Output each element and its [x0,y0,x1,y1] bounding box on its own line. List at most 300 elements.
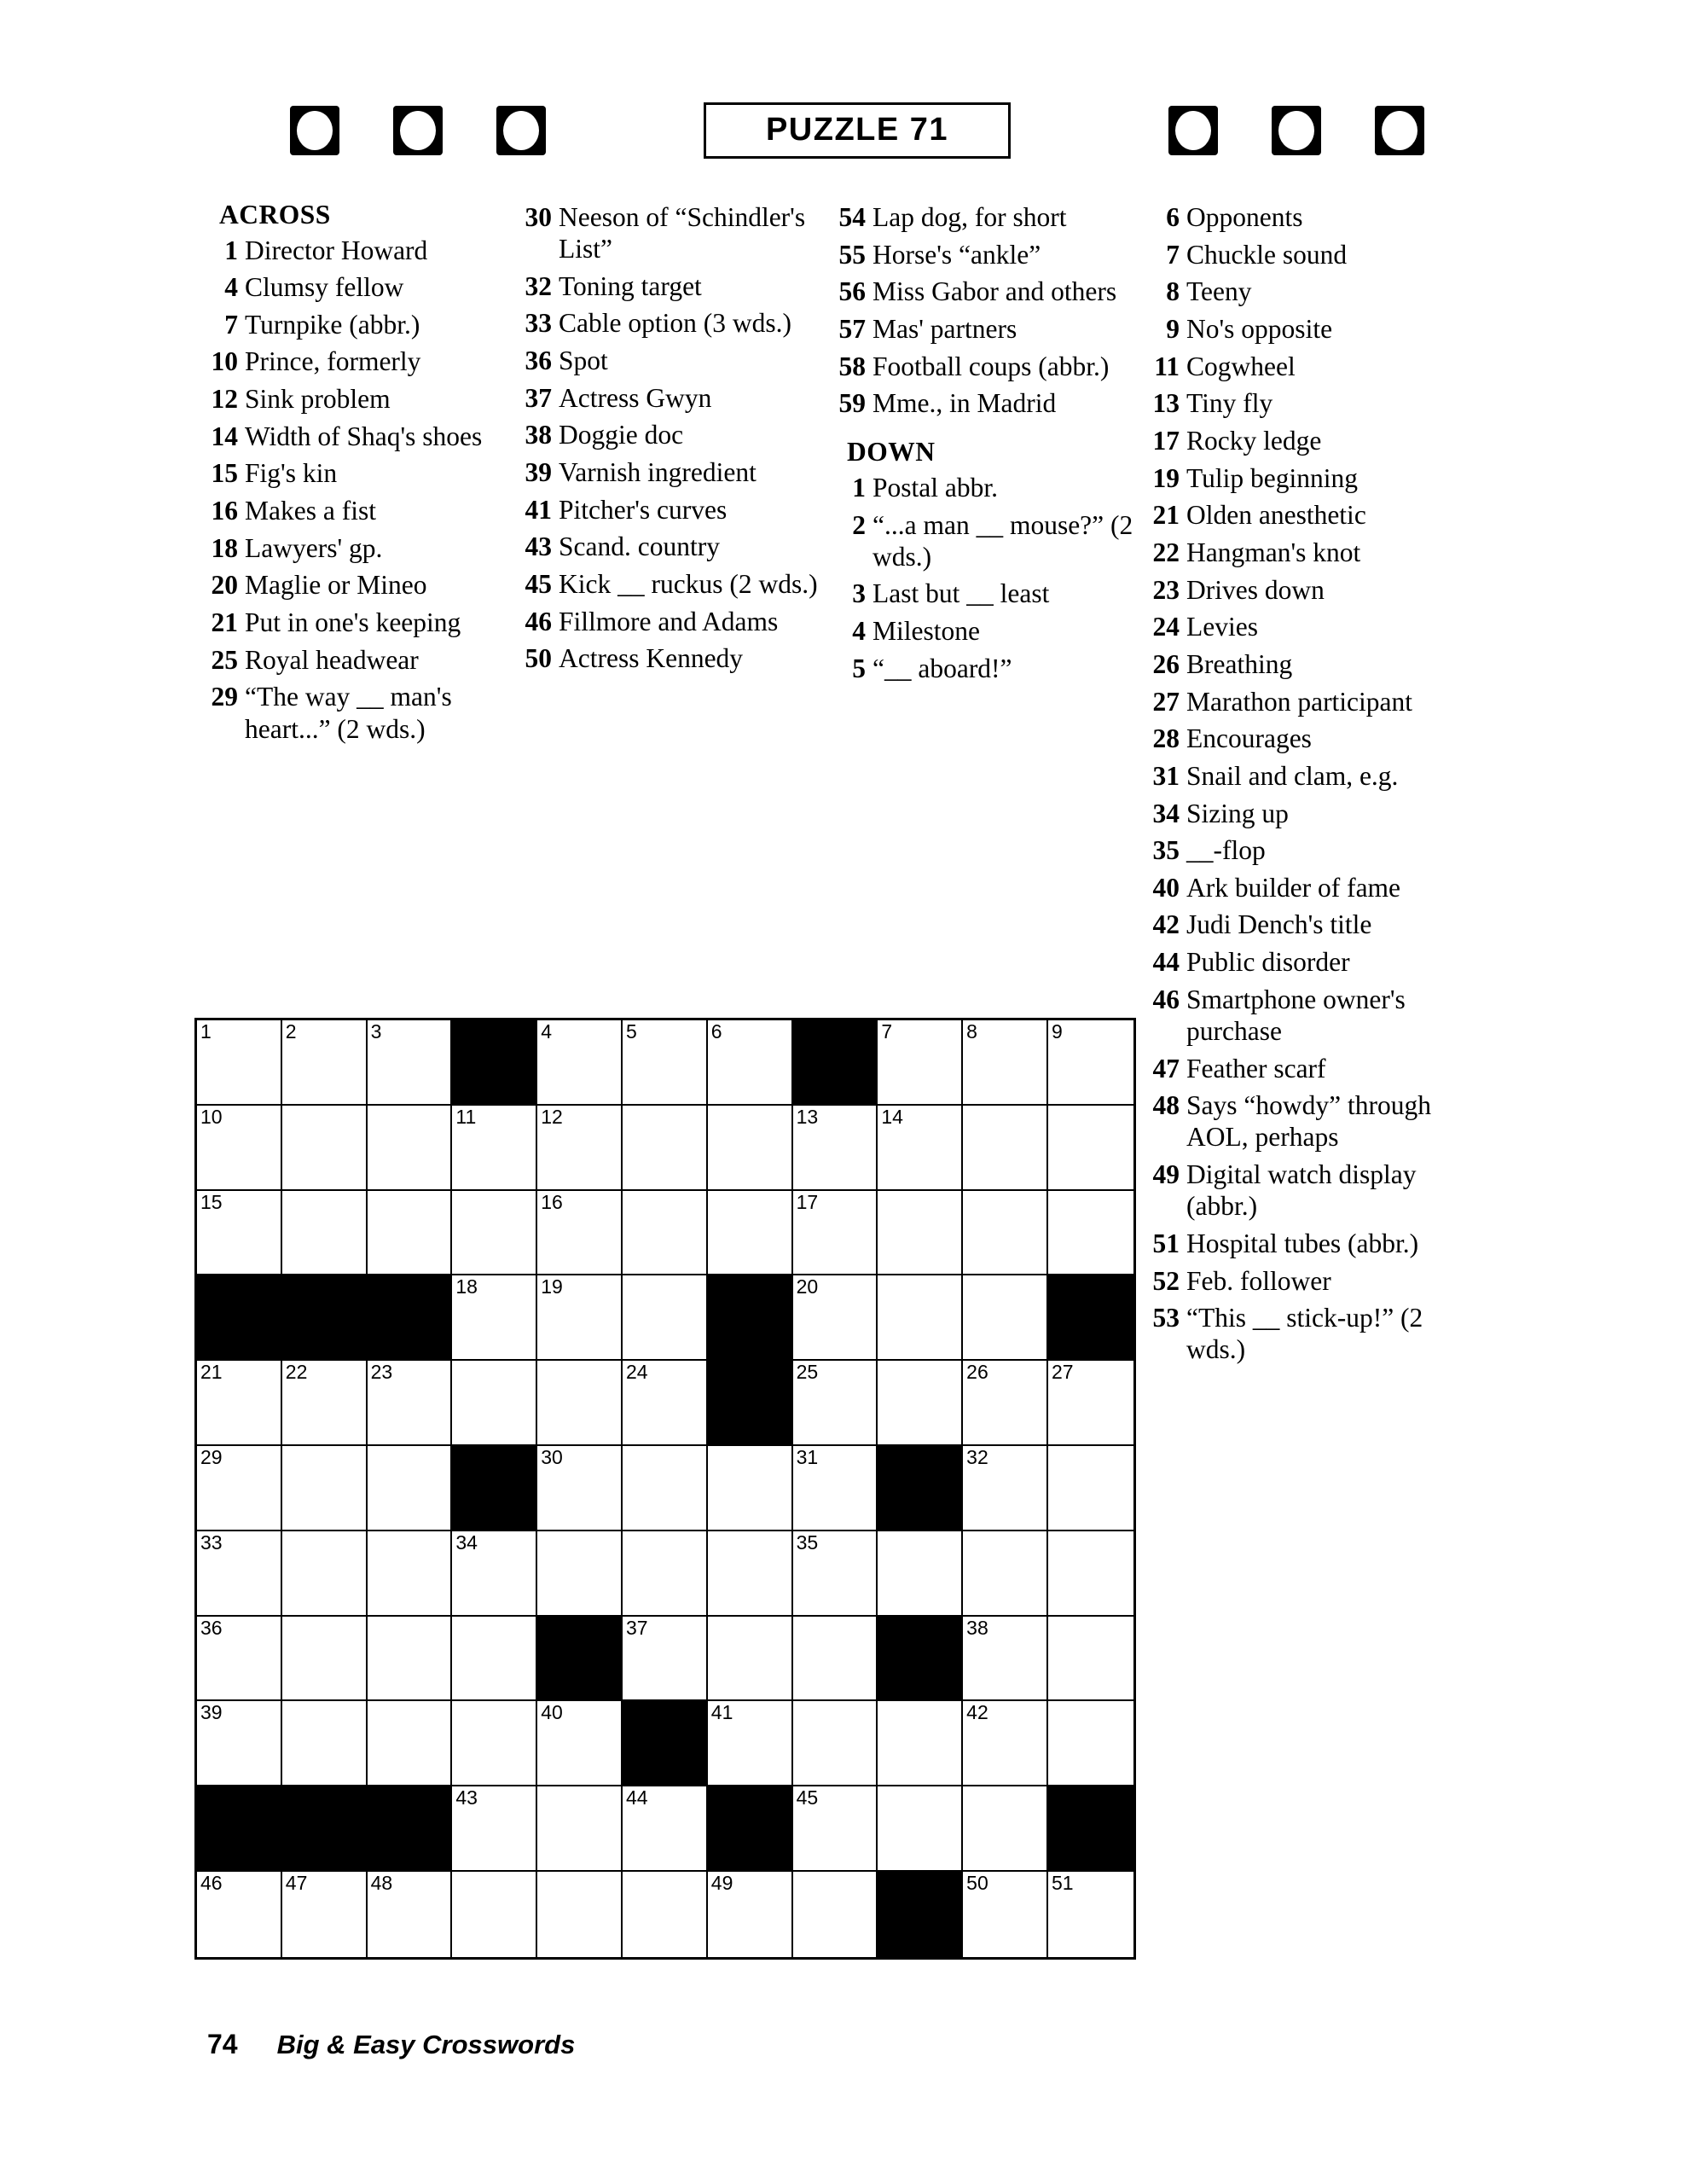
clue-text: Cogwheel [1186,351,1296,381]
clue-number: 29 [211,682,238,712]
clue-number: 18 [211,532,238,563]
clue-number: 46 [525,606,552,636]
clue-across-36 [521,345,823,376]
grid-cell[interactable] [878,1275,963,1361]
grid-cell[interactable] [878,1786,963,1872]
grid-block [1048,1786,1133,1872]
clue-down-27 [1149,686,1449,717]
across-heading: ACROSS [219,200,331,229]
grid-block [708,1361,793,1446]
grid-block [368,1275,453,1361]
grid-cell[interactable] [368,1020,453,1106]
grid-cell-number: 43 [455,1786,478,1809]
grid-cell[interactable] [1048,1872,1133,1957]
grid-cell[interactable] [963,1106,1048,1191]
grid-cell[interactable] [1048,1531,1133,1617]
clue-number: 3 [852,578,866,609]
clue-text: Olden anesthetic [1186,500,1366,531]
grid-block [282,1786,368,1872]
grid-block [878,1872,963,1957]
clue-across-54 [835,201,1137,233]
clue-text: Maglie or Mineo [245,570,427,601]
clue-number: 28 [1152,723,1180,754]
grid-cell[interactable] [537,1191,623,1276]
grid-cell-number: 7 [881,1020,893,1043]
crossword-grid[interactable] [194,1018,1136,1960]
grid-cell-number: 44 [625,1786,648,1809]
clue-text: Neeson of “Schindler's List” [559,202,806,264]
grid-cell[interactable] [963,1446,1048,1531]
clue-down-46 [1149,984,1449,1047]
clue-text: Feb. follower [1186,1265,1331,1296]
grid-cell[interactable] [282,1361,368,1446]
grid-cell-number: 45 [796,1786,819,1809]
clue-number: 42 [1152,909,1180,940]
clue-text: Director Howard [245,235,428,265]
grid-cell[interactable] [537,1872,623,1957]
clue-text: Makes a fist [245,496,376,526]
grid-cell[interactable] [623,1617,708,1702]
clue-number: 41 [525,494,552,525]
clue-number: 31 [1152,760,1180,791]
circle-icon [496,106,546,155]
grid-cell-number: 16 [541,1190,563,1213]
clue-number: 21 [211,607,238,638]
grid-cell[interactable] [282,1020,368,1106]
clue-number: 30 [525,202,552,232]
grid-cell[interactable] [708,1701,793,1786]
grid-cell[interactable] [197,1617,282,1702]
grid-cell[interactable] [1048,1191,1133,1276]
clue-text: Ark builder of fame [1186,872,1401,903]
clue-across-29 [207,681,509,744]
clue-down-13 [1149,387,1449,419]
grid-cell[interactable] [197,1106,282,1191]
clue-number: 53 [1152,1303,1180,1333]
clue-text: Breathing [1186,648,1293,679]
clue-number: 52 [1152,1265,1180,1296]
grid-cell[interactable] [1048,1701,1133,1786]
grid-cell-number: 10 [200,1105,223,1128]
grid-cell-number: 49 [710,1871,733,1894]
grid-cell[interactable] [282,1617,368,1702]
grid-cell[interactable] [537,1786,623,1872]
grid-cell-number: 14 [881,1105,903,1128]
circle-icon [393,106,443,155]
grid-cell[interactable] [623,1106,708,1191]
grid-block [623,1701,708,1786]
clue-text: Says “howdy” through AOL, perhaps [1186,1090,1431,1153]
grid-cell[interactable] [368,1872,453,1957]
clue-down-1 [835,472,1137,503]
clue-number: 43 [525,531,552,562]
clue-down-35 [1149,834,1449,866]
clue-down-53 [1149,1302,1449,1365]
grid-cell[interactable] [197,1191,282,1276]
grid-cell[interactable] [1048,1361,1133,1446]
grid-cell[interactable] [878,1191,963,1276]
clue-number: 45 [525,569,552,600]
clue-number: 12 [211,384,238,415]
grid-cell-number: 1 [200,1020,212,1043]
grid-cell[interactable] [793,1872,878,1957]
clue-text: Teeny [1186,276,1252,307]
clue-down-40 [1149,872,1449,903]
clue-list-down-part1 [835,472,1137,684]
clue-across-46 [521,606,823,637]
clue-column-4 [1149,201,1461,1371]
grid-block [368,1786,453,1872]
clue-text: Levies [1186,612,1258,642]
clue-number: 50 [525,643,552,674]
clue-number: 17 [1152,425,1180,456]
clue-text: Spot [559,346,608,376]
grid-cell-number: 26 [966,1361,988,1384]
clue-down-21 [1149,499,1449,531]
grid-cell[interactable] [197,1361,282,1446]
clue-text: Chuckle sound [1186,239,1348,270]
grid-cell[interactable] [623,1531,708,1617]
grid-cell[interactable] [452,1106,537,1191]
grid-cell[interactable] [282,1446,368,1531]
clue-across-16 [207,495,509,526]
grid-cell[interactable] [963,1617,1048,1702]
grid-cell-number: 33 [200,1531,223,1554]
grid-cell[interactable] [963,1531,1048,1617]
clue-across-39 [521,456,823,488]
clue-across-38 [521,419,823,450]
clue-across-41 [521,494,823,526]
clue-text: Kick __ ruckus (2 wds.) [559,569,818,600]
clue-text: Royal headwear [245,644,419,675]
page-number: 74 [207,2029,238,2059]
grid-cell[interactable] [368,1191,453,1276]
clue-number: 32 [525,270,552,301]
grid-cell[interactable] [368,1446,453,1531]
grid-cell-number: 12 [541,1105,563,1128]
clue-text: “__ aboard!” [872,653,1012,683]
grid-cell[interactable] [878,1531,963,1617]
clue-list-across-part2 [521,201,823,675]
clue-text: Clumsy fellow [245,272,404,303]
grid-cell[interactable] [708,1191,793,1276]
clue-across-7 [207,309,509,340]
clue-number: 6 [1166,202,1180,232]
grid-cell-number: 31 [796,1445,819,1468]
clue-list-across-part1 [207,235,509,745]
grid-cell-number: 6 [710,1020,722,1043]
grid-cell[interactable] [878,1020,963,1106]
grid-cell-number: 30 [541,1445,563,1468]
grid-cell-number: 38 [966,1616,988,1639]
grid-cell[interactable] [282,1701,368,1786]
clue-text: Sizing up [1186,798,1289,828]
clue-text: Pitcher's curves [559,494,728,525]
clue-down-8 [1149,276,1449,307]
book-title: Big & Easy Crosswords [276,2030,576,2059]
grid-block [537,1617,623,1702]
grid-cell-number: 11 [455,1105,477,1128]
clue-across-30 [521,201,823,264]
grid-cell-number: 27 [1051,1361,1074,1384]
grid-cell[interactable] [708,1617,793,1702]
grid-cell[interactable] [1048,1617,1133,1702]
clue-number: 57 [838,313,866,344]
clue-text: Mme., in Madrid [872,388,1057,419]
clue-down-5 [835,653,1137,684]
grid-cell[interactable] [793,1106,878,1191]
clue-number: 59 [838,388,866,419]
grid-cell[interactable] [452,1786,537,1872]
clue-number: 4 [852,616,866,647]
grid-cell[interactable] [623,1872,708,1957]
header-dots-left [290,106,546,155]
grid-cell[interactable] [197,1446,282,1531]
grid-block [197,1786,282,1872]
grid-cell[interactable] [452,1701,537,1786]
grid-cell[interactable] [878,1361,963,1446]
grid-cell[interactable] [197,1020,282,1106]
grid-cell[interactable] [793,1786,878,1872]
clue-text: Milestone [872,616,980,647]
clue-text: Actress Gwyn [559,382,712,413]
clue-text: __-flop [1186,835,1266,866]
header-dots-right [1168,106,1424,155]
grid-cell-number: 36 [200,1616,223,1639]
clue-text: Horse's “ankle” [872,239,1041,270]
grid-cell[interactable] [452,1872,537,1957]
clue-number: 7 [1166,239,1180,270]
clue-number: 21 [1152,500,1180,531]
page-title: PUZZLE 71 [704,102,1011,159]
grid-cell[interactable] [623,1020,708,1106]
grid-cell-number: 22 [285,1361,308,1384]
grid-cell[interactable] [368,1361,453,1446]
clue-across-10 [207,346,509,377]
grid-cell[interactable] [537,1361,623,1446]
grid-cell[interactable] [197,1531,282,1617]
grid-cell[interactable] [452,1531,537,1617]
clue-number: 26 [1152,648,1180,679]
clue-across-57 [835,313,1137,345]
clue-down-44 [1149,946,1449,978]
grid-cell[interactable] [282,1191,368,1276]
grid-cell[interactable] [793,1361,878,1446]
grid-cell[interactable] [537,1701,623,1786]
grid-block [452,1020,537,1106]
grid-cell[interactable] [878,1701,963,1786]
grid-cell[interactable] [793,1191,878,1276]
grid-cell-number: 20 [796,1275,819,1298]
clue-across-1 [207,235,509,266]
grid-cell-number: 23 [370,1361,393,1384]
grid-cell-number: 19 [541,1275,563,1298]
clue-text: Lawyers' gp. [245,532,383,563]
grid-cell[interactable] [793,1446,878,1531]
clue-text: Mas' partners [872,313,1017,344]
clue-text: Lap dog, for short [872,202,1067,232]
grid-cell[interactable] [537,1020,623,1106]
grid-cell[interactable] [623,1191,708,1276]
clue-down-19 [1149,462,1449,494]
clue-number: 49 [1152,1159,1180,1190]
grid-cell-number: 13 [796,1105,819,1128]
clue-number: 51 [1152,1228,1180,1258]
clue-text: Marathon participant [1186,686,1413,717]
grid-cell-number: 40 [541,1701,563,1724]
grid-cell[interactable] [368,1701,453,1786]
grid-cell[interactable] [368,1531,453,1617]
clue-number: 24 [1152,612,1180,642]
grid-cell[interactable] [708,1531,793,1617]
clue-down-42 [1149,909,1449,940]
grid-cell[interactable] [963,1786,1048,1872]
clue-across-59 [835,387,1137,419]
clue-text: Judi Dench's title [1186,909,1372,940]
clue-across-37 [521,382,823,414]
clue-text: Tiny fly [1186,388,1273,419]
grid-cell[interactable] [793,1275,878,1361]
clue-text: “This __ stick-up!” (2 wds.) [1186,1303,1423,1365]
grid-cell[interactable] [537,1275,623,1361]
grid-cell[interactable] [708,1446,793,1531]
clue-number: 16 [211,496,238,526]
clue-across-20 [207,569,509,601]
clue-number: 23 [1152,574,1180,605]
grid-cell[interactable] [623,1786,708,1872]
clue-down-48 [1149,1089,1449,1153]
grid-cell[interactable] [197,1872,282,1957]
grid-cell[interactable] [623,1446,708,1531]
clue-number: 20 [211,570,238,601]
grid-block [878,1446,963,1531]
clue-text: Sink problem [245,384,391,415]
grid-cell[interactable] [708,1020,793,1106]
page-header [290,92,1424,169]
grid-cell[interactable] [963,1275,1048,1361]
grid-cell-number: 9 [1051,1020,1063,1043]
clue-down-47 [1149,1053,1449,1084]
clue-text: Fillmore and Adams [559,606,779,636]
grid-cell[interactable] [282,1106,368,1191]
grid-block [878,1617,963,1702]
clue-across-56 [835,276,1137,307]
grid-cell[interactable] [963,1872,1048,1957]
grid-cell[interactable] [793,1701,878,1786]
grid-cell[interactable] [1048,1446,1133,1531]
grid-cell[interactable] [1048,1020,1133,1106]
clue-number: 22 [1152,537,1180,567]
grid-cell[interactable] [537,1446,623,1531]
grid-cell-number: 32 [966,1445,988,1468]
clue-across-50 [521,642,823,674]
clue-number: 1 [224,235,238,265]
down-heading: DOWN [847,437,936,468]
clue-number: 39 [525,457,552,488]
grid-cell-number: 24 [625,1361,648,1384]
clue-across-58 [835,351,1137,382]
grid-cell-number: 46 [200,1871,223,1894]
clue-number: 19 [1152,462,1180,493]
grid-cell[interactable] [368,1106,453,1191]
grid-cell[interactable] [1048,1106,1133,1191]
clue-across-14 [207,421,509,452]
circle-icon [1168,106,1218,155]
grid-cell[interactable] [963,1191,1048,1276]
clue-number: 35 [1152,835,1180,866]
clue-number: 56 [838,276,866,307]
clue-text: Prince, formerly [245,346,421,377]
grid-cell[interactable] [963,1020,1048,1106]
clue-number: 7 [224,309,238,340]
grid-cell[interactable] [282,1872,368,1957]
clue-number: 40 [1152,872,1180,903]
grid-cell[interactable] [368,1617,453,1702]
grid-cell-number: 51 [1051,1871,1074,1894]
clue-text: Digital watch display (abbr.) [1186,1159,1417,1222]
grid-cell[interactable] [452,1361,537,1446]
grid-block [1048,1275,1133,1361]
grid-block [282,1275,368,1361]
clue-down-34 [1149,798,1449,829]
grid-cell[interactable] [537,1531,623,1617]
clue-down-2 [835,509,1137,572]
grid-cell[interactable] [878,1106,963,1191]
grid-cell[interactable] [963,1701,1048,1786]
clue-across-33 [521,307,823,339]
clue-number: 38 [525,420,552,450]
grid-cell[interactable] [452,1191,537,1276]
grid-cell[interactable] [623,1361,708,1446]
clue-across-32 [521,270,823,302]
clue-number: 15 [211,458,238,489]
clue-text: Hangman's knot [1186,537,1361,567]
grid-cell[interactable] [963,1361,1048,1446]
grid-block [452,1446,537,1531]
page-footer [207,2029,575,2060]
grid-cell[interactable] [708,1872,793,1957]
clue-across-25 [207,644,509,676]
clue-number: 36 [525,346,552,376]
grid-cell[interactable] [197,1701,282,1786]
grid-cell-number: 39 [200,1701,223,1724]
clue-number: 48 [1152,1090,1180,1121]
clue-number: 44 [1152,947,1180,978]
clue-text: Last but __ least [872,578,1050,609]
clue-across-18 [207,532,509,564]
clue-text: Tulip beginning [1186,462,1358,493]
clue-down-9 [1149,313,1449,345]
grid-block [708,1275,793,1361]
grid-cell[interactable] [793,1617,878,1702]
grid-cell-number: 34 [455,1531,478,1554]
grid-cell[interactable] [793,1531,878,1617]
clue-down-26 [1149,648,1449,680]
clue-number: 33 [525,308,552,339]
grid-block [197,1275,282,1361]
clue-text: Encourages [1186,723,1312,754]
clue-number: 27 [1152,686,1180,717]
grid-cell[interactable] [708,1106,793,1191]
grid-cell[interactable] [452,1617,537,1702]
grid-cell-number: 5 [625,1020,637,1043]
grid-cell[interactable] [623,1275,708,1361]
grid-cell-number: 8 [966,1020,977,1043]
grid-cell[interactable] [537,1106,623,1191]
grid-cell[interactable] [452,1275,537,1361]
grid-cell[interactable] [282,1531,368,1617]
clue-number: 9 [1166,313,1180,344]
